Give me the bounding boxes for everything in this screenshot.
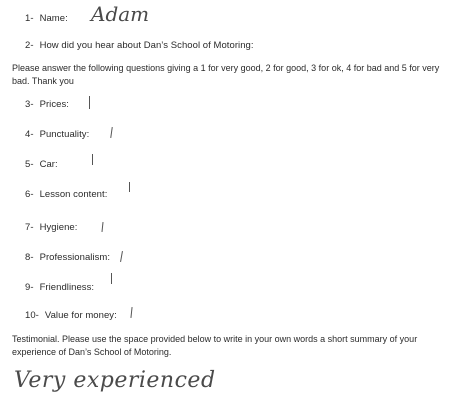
question-number: 5- (25, 159, 34, 170)
question-number: 8- (25, 252, 34, 263)
question-value-for-money (25, 310, 117, 321)
instructions-line-2: bad. Thank you (12, 75, 74, 86)
question-label: How did you hear about Dan’s School of Motoring: (39, 40, 254, 51)
question-label: Hygiene: (39, 222, 78, 233)
rating-instructions (12, 62, 439, 87)
question-number: 4- (25, 129, 34, 140)
testimonial-line-1: Testimonial. Please use the space provided below to write in your own words a short summary of your (12, 334, 418, 344)
question-referral (25, 40, 254, 51)
instructions-line-1: Please answer the following questions giving a 1 for very good, 2 for good, 3 for ok, 4 for bad and 5 for very (12, 63, 440, 73)
handwritten-testimonial: Very experienced (14, 368, 216, 393)
question-number: 10- (25, 310, 39, 321)
question-label: Car: (39, 159, 58, 170)
question-label: Punctuality: (39, 129, 90, 140)
question-number: 2- (25, 40, 34, 51)
question-punctuality (25, 129, 89, 140)
question-lesson-content (25, 189, 107, 200)
question-label: Professionalism: (39, 252, 111, 263)
rating-mark-punctuality (110, 127, 113, 138)
question-name (25, 13, 68, 24)
question-hygiene (25, 222, 77, 233)
question-label: Prices: (39, 99, 69, 110)
rating-mark-friendliness (111, 273, 112, 284)
question-label: Name: (39, 13, 68, 24)
rating-mark-prices (89, 96, 90, 109)
handwritten-name: Adam (91, 2, 150, 26)
question-label: Value for money: (44, 310, 117, 321)
question-number: 3- (25, 99, 34, 110)
question-prices (25, 99, 69, 110)
rating-mark-hygiene (101, 222, 103, 232)
testimonial-line-2: experience of Dan’s School of Motoring. (12, 346, 172, 357)
question-car (25, 159, 58, 170)
question-friendliness (25, 282, 94, 293)
question-number: 7- (25, 222, 34, 233)
rating-mark-professionalism (120, 251, 123, 262)
rating-mark-lesson-content (129, 182, 130, 192)
question-professionalism (25, 252, 110, 263)
question-label: Lesson content: (39, 189, 108, 200)
question-number: 6- (25, 189, 34, 200)
question-number: 9- (25, 282, 34, 293)
testimonial-instructions (12, 333, 417, 358)
question-number: 1- (25, 13, 34, 24)
rating-mark-car (92, 154, 93, 165)
question-label: Friendliness: (39, 282, 95, 293)
rating-mark-value-for-money (130, 307, 132, 318)
